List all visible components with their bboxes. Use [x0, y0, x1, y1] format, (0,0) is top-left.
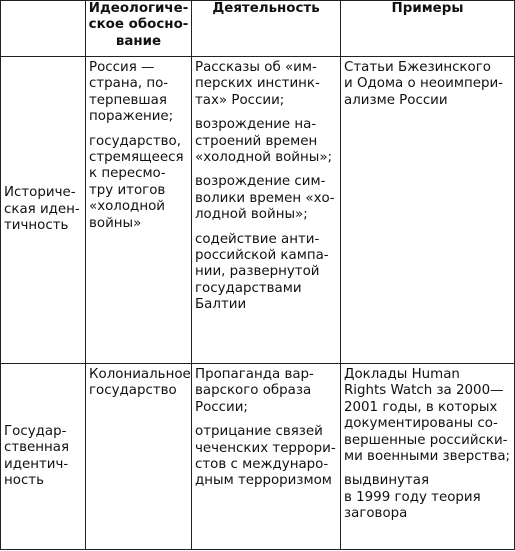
justification-line: терпевшая — [89, 92, 167, 108]
activity-line: Балтии — [195, 297, 247, 313]
justification-cell — [86, 57, 192, 364]
activity-line: российской кампа- — [195, 248, 329, 264]
activity-line: содействие анти- — [195, 231, 320, 247]
justification-item — [89, 134, 189, 232]
activity-line: государствами — [195, 280, 302, 296]
justification-line: государство, — [89, 133, 181, 149]
activity-line: «холодной войны»; — [195, 150, 333, 166]
activity-line: лодной войны»; — [195, 207, 308, 223]
identity-line: Историче- — [4, 185, 76, 201]
table-row-historical-identity — [1, 57, 515, 364]
example-line: вершенные российски- — [344, 432, 508, 448]
example-line: Rights Watch за 2000— — [344, 383, 504, 399]
justification-item — [89, 60, 189, 126]
header-justification-line: Идеологиче- — [88, 1, 189, 16]
example-item — [344, 367, 512, 465]
justification-cell — [86, 364, 192, 550]
example-line: выдвинутая — [344, 473, 430, 489]
activity-item — [195, 367, 338, 416]
example-line: заговора — [344, 506, 408, 522]
activity-item — [195, 60, 338, 109]
header-justification-line: вание — [115, 33, 162, 49]
example-line: 2001 годы, в которых — [344, 399, 498, 415]
activity-line: дным терроризмом — [195, 473, 332, 489]
activity-line: строений времен — [195, 133, 318, 149]
justification-item — [89, 367, 189, 400]
justification-line: государство — [89, 383, 177, 399]
header-identity-cell — [1, 1, 86, 57]
example-line: и Одома о неоимпери- — [344, 76, 503, 92]
header-activity-label: Деятельность — [212, 1, 320, 16]
activity-line: перских инстинк- — [195, 76, 320, 92]
activity-line: чеченских террори- — [195, 440, 336, 456]
example-line: документированы со- — [344, 416, 498, 432]
examples-cell — [341, 364, 515, 550]
justification-line: «холодной — [89, 199, 165, 215]
example-item — [344, 473, 512, 522]
activity-line: Рассказы об «им- — [195, 60, 317, 75]
identity-line: ственная — [4, 440, 70, 456]
activity-item — [195, 174, 338, 223]
identity-cell — [1, 57, 86, 364]
justification-line: войны» — [89, 215, 142, 231]
identity-line: ность — [4, 472, 45, 488]
justification-line: к пересмо- — [89, 166, 166, 182]
activity-item — [195, 232, 338, 314]
example-line: Статьи Бжезинского — [344, 60, 491, 75]
example-line: Доклады Human — [344, 367, 460, 382]
example-line: ми военными зверства; — [344, 449, 511, 465]
activity-cell — [192, 364, 341, 550]
justification-line: стремящееся — [89, 150, 184, 166]
header-examples-cell — [341, 1, 515, 57]
justification-line: Россия — — [89, 60, 155, 75]
justification-line: тру итогов — [89, 182, 166, 198]
example-line: в 1999 году теория — [344, 489, 481, 505]
header-activity-cell — [192, 1, 341, 57]
activity-line: тах» России; — [195, 92, 285, 108]
activity-line: отрицание связей — [195, 424, 323, 440]
activity-line: варского образа — [195, 383, 312, 399]
example-line: ализме России — [344, 92, 448, 108]
activity-line: возрождение сим- — [195, 174, 326, 190]
activity-item — [195, 424, 338, 490]
justification-line: страна, по- — [89, 76, 169, 92]
activity-cell — [192, 57, 341, 364]
identity-line: идентич- — [4, 456, 69, 472]
table-row-state-identity — [1, 364, 515, 550]
activity-line: волики времен «хо- — [195, 190, 335, 206]
activity-line: возрождение на- — [195, 117, 317, 133]
activity-item — [195, 117, 338, 166]
identity-cell — [1, 364, 86, 550]
header-justification-cell — [86, 1, 192, 57]
header-justification-line: ское обосно- — [88, 17, 189, 33]
activity-line: Пропаганда вар- — [195, 367, 314, 382]
header-row — [1, 1, 515, 57]
examples-cell — [341, 57, 515, 364]
identity-line: Государ- — [4, 423, 67, 439]
activity-line: стов с междунаро- — [195, 457, 329, 473]
identity-line: тичность — [4, 218, 69, 234]
header-examples-label: Примеры — [391, 1, 464, 16]
example-item — [344, 60, 512, 109]
identity-line: ская иден- — [4, 201, 80, 217]
activity-line: России; — [195, 399, 248, 415]
justification-line: Колониальное — [89, 367, 191, 382]
activity-line: нии, развернутой — [195, 264, 320, 280]
justification-line: поражение; — [89, 109, 174, 125]
